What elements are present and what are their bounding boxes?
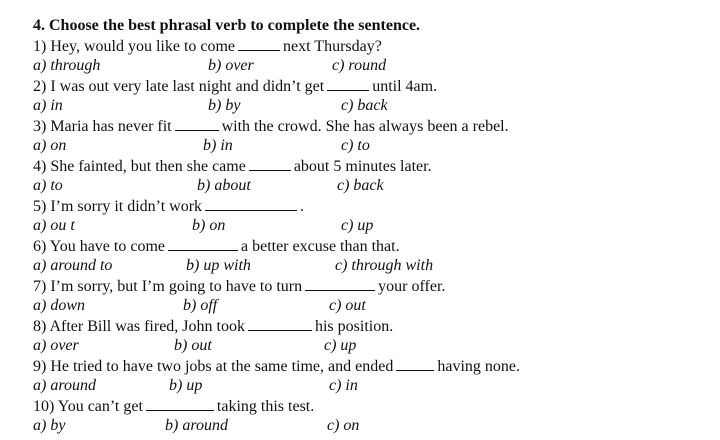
question-1	[33, 36, 382, 56]
question-1-option-b[interactable]: b) over	[208, 57, 254, 74]
question-3-blank[interactable]	[175, 116, 219, 131]
question-2-after: until 4am.	[372, 78, 438, 95]
question-8-option-c[interactable]: c) up	[324, 337, 357, 354]
question-2	[33, 76, 437, 96]
question-9-option-c[interactable]: c) in	[329, 377, 358, 394]
question-9-option-a[interactable]: a) around	[33, 377, 96, 394]
question-9-after: having none.	[437, 358, 520, 375]
question-10-after: taking this test.	[216, 398, 315, 415]
question-6-blank[interactable]	[168, 236, 238, 251]
question-7-before: 7) I’m sorry, but I’m going to have to turn	[33, 278, 303, 295]
question-3-option-b[interactable]: b) in	[203, 137, 233, 154]
question-2-option-b[interactable]: b) by	[208, 97, 241, 114]
question-7	[33, 276, 445, 296]
question-5-before: 5) I’m sorry it didn’t work	[33, 198, 203, 215]
question-6-option-c[interactable]: c) through with	[335, 257, 434, 274]
question-8-option-a[interactable]: a) over	[33, 337, 79, 354]
question-8-blank[interactable]	[248, 316, 312, 331]
question-5	[33, 196, 304, 216]
question-9-option-b[interactable]: b) up	[169, 377, 203, 394]
question-4-option-a[interactable]: a) to	[33, 177, 63, 194]
question-7-after: your offer.	[378, 278, 446, 295]
question-2-before: 2) I was out very late last night and didn’t get	[33, 78, 325, 95]
question-10-blank[interactable]	[146, 396, 214, 411]
question-5-option-c[interactable]: c) up	[341, 217, 374, 234]
question-6-option-b[interactable]: b) up with	[186, 257, 251, 274]
question-7-option-a[interactable]: a) down	[33, 297, 85, 314]
question-5-after: .	[300, 198, 305, 215]
question-3-option-a[interactable]: a) on	[33, 137, 67, 154]
question-9-before: 9) He tried to have two jobs at the same time, and ended	[33, 358, 394, 375]
question-2-option-a[interactable]: a) in	[33, 97, 63, 114]
question-3-after: with the crowd. She has always been a rebel.	[221, 118, 509, 135]
question-1-blank[interactable]	[238, 36, 280, 51]
exercise-title: 4. Choose the best phrasal verb to complete the sentence.	[33, 17, 421, 34]
question-10	[33, 396, 314, 416]
question-1-option-a[interactable]: a) through	[33, 57, 101, 74]
question-4-after: about 5 minutes later.	[293, 158, 432, 175]
question-10-option-c[interactable]: c) on	[327, 417, 360, 434]
question-7-option-c[interactable]: c) out	[329, 297, 366, 314]
question-2-option-c[interactable]: c) back	[341, 97, 388, 114]
question-4	[33, 156, 432, 176]
question-10-option-b[interactable]: b) around	[165, 417, 228, 434]
question-1-option-c[interactable]: c) round	[332, 57, 387, 74]
question-5-blank[interactable]	[205, 196, 297, 211]
question-3-before: 3) Maria has never fit	[33, 118, 172, 135]
question-1-before: 1) Hey, would you like to come	[33, 38, 236, 55]
question-5-option-b[interactable]: b) on	[192, 217, 226, 234]
question-6-before: 6) You have to come	[33, 238, 165, 255]
question-3	[33, 116, 509, 136]
question-6-after: a better excuse than that.	[240, 238, 400, 255]
question-8	[33, 316, 393, 336]
question-3-option-c[interactable]: c) to	[341, 137, 370, 154]
question-9	[33, 356, 520, 376]
question-7-option-b[interactable]: b) off	[183, 297, 218, 314]
question-6	[33, 236, 400, 256]
question-8-after: his position.	[314, 318, 394, 335]
question-5-option-a[interactable]: a) ou t	[33, 217, 75, 234]
question-4-blank[interactable]	[249, 156, 291, 171]
question-4-option-b[interactable]: b) about	[197, 177, 251, 194]
question-8-before: 8) After Bill was fired, John took	[33, 318, 245, 335]
question-1-after: next Thursday?	[283, 38, 382, 55]
question-10-option-a[interactable]: a) by	[33, 417, 66, 434]
question-4-option-c[interactable]: c) back	[337, 177, 384, 194]
question-10-before: 10) You can’t get	[33, 398, 143, 415]
question-8-option-b[interactable]: b) out	[174, 337, 212, 354]
question-2-blank[interactable]	[327, 76, 369, 91]
question-7-blank[interactable]	[305, 276, 375, 291]
question-6-option-a[interactable]: a) around to	[33, 257, 113, 274]
question-4-before: 4) She fainted, but then she came	[33, 158, 246, 175]
question-9-blank[interactable]	[396, 356, 434, 371]
